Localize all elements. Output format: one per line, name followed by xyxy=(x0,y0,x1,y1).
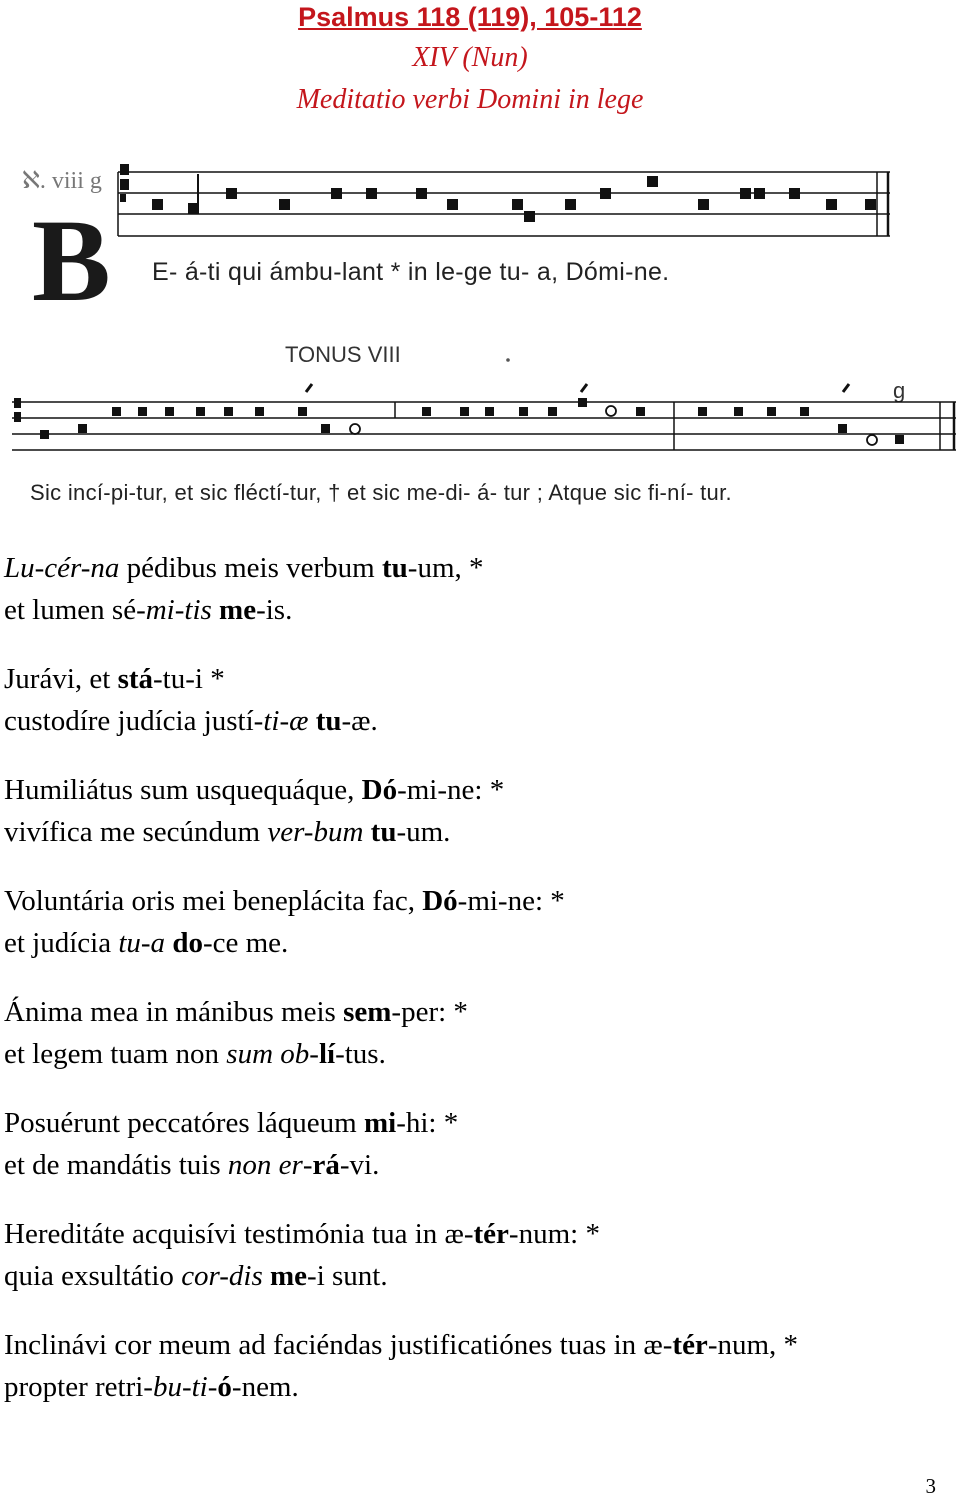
verse-text: quia exsultátio xyxy=(4,1260,182,1292)
verse-line xyxy=(4,922,798,964)
verse-line xyxy=(4,991,798,1033)
verse-text: -per: * xyxy=(391,996,468,1028)
verse-text: -æ. xyxy=(341,705,378,737)
verse-text: Hereditáte acquisívi testimónia tua in æ- xyxy=(4,1218,474,1250)
verse-text: -nem. xyxy=(231,1371,299,1403)
verse-text xyxy=(263,1260,270,1292)
verse-text: -mi-ne: * xyxy=(457,885,565,917)
accent-syllable: tu xyxy=(381,552,408,584)
accent-syllable: tér xyxy=(672,1329,708,1361)
accent-syllable: me xyxy=(219,594,257,626)
verse-text: -tus. xyxy=(335,1038,386,1070)
verse-line xyxy=(4,1255,798,1297)
verse-text: propter retri- xyxy=(4,1371,153,1403)
verse-text: vivífica me secúndum xyxy=(4,816,268,848)
verse-text: et lumen sé- xyxy=(4,594,146,626)
verse-text: -um, * xyxy=(407,552,484,584)
preparatory-syllables: mi-tis xyxy=(145,594,212,626)
accent-syllable: ó xyxy=(217,1371,232,1403)
verse-text: et de mandátis tuis xyxy=(4,1149,228,1181)
psalm-verses xyxy=(4,547,798,1435)
stanza xyxy=(4,880,798,964)
dot-marks xyxy=(506,358,510,362)
preparatory-syllables: ti-æ xyxy=(263,705,309,737)
stanza xyxy=(4,1213,798,1297)
verse-text: -i sunt. xyxy=(307,1260,388,1292)
verse-text: Ánima mea in mánibus meis xyxy=(4,996,344,1028)
stanza xyxy=(4,1102,798,1186)
preparatory-syllables: bu-ti xyxy=(152,1371,208,1403)
verse-text: -num: * xyxy=(508,1218,600,1250)
verse-text: - xyxy=(302,1149,313,1181)
verse-line xyxy=(4,700,798,742)
antiphon-chant xyxy=(0,150,960,326)
psalm-tone xyxy=(0,338,960,518)
neumes xyxy=(40,398,904,445)
accent-syllable: rá xyxy=(312,1149,340,1181)
verse-text: - xyxy=(309,1038,319,1070)
verse-text: -is. xyxy=(256,594,293,626)
verse-text: -vi. xyxy=(339,1149,380,1181)
section-subtitle: XIV (Nun) xyxy=(412,42,528,73)
psalm-title: Psalmus 118 (119), 105-112 xyxy=(298,2,642,32)
verse-text: Jurávi, et xyxy=(4,663,118,695)
preparatory-syllables: sum ob xyxy=(226,1038,310,1070)
accent-syllable: me xyxy=(270,1260,308,1292)
verse-text xyxy=(363,816,370,848)
neumes xyxy=(152,174,876,222)
section-theme: Meditatio verbi Domini in lege xyxy=(296,84,644,115)
verse-line xyxy=(4,1324,798,1366)
accent-syllable: tu xyxy=(315,705,342,737)
tone-label: TONUS VIII xyxy=(285,342,401,367)
verse-text: Humiliátus sum usquequáque, xyxy=(4,774,362,806)
verse-text: -mi-ne: * xyxy=(397,774,505,806)
stanza xyxy=(4,658,798,742)
accent-marks xyxy=(306,384,849,392)
verse-text: et legem tuam non xyxy=(4,1038,227,1070)
accent-syllable: do xyxy=(172,927,203,959)
verse-text: -num, * xyxy=(707,1329,799,1361)
verse-text: -tu-i * xyxy=(153,663,225,695)
preparatory-syllables: non er xyxy=(227,1149,303,1181)
preparatory-syllables: Lu-cér-na xyxy=(4,552,120,584)
mode-label: ℵ. viii g xyxy=(22,168,102,194)
verse-line xyxy=(4,589,798,631)
verse-text xyxy=(308,705,315,737)
verse-text: custodíre judícia justí- xyxy=(4,705,264,737)
preparatory-syllables: cor-dis xyxy=(181,1260,263,1292)
stanza xyxy=(4,1324,798,1408)
verse-line xyxy=(4,1102,798,1144)
verse-line xyxy=(4,658,798,700)
accent-syllable: mi xyxy=(363,1107,397,1139)
clef-icon xyxy=(120,164,129,202)
verse-line xyxy=(4,811,798,853)
verse-line xyxy=(4,1033,798,1075)
verse-line xyxy=(4,769,798,811)
verse-line xyxy=(4,1366,798,1408)
verse-text xyxy=(212,594,219,626)
preparatory-syllables: ver-bum xyxy=(267,816,364,848)
accent-syllable: stá xyxy=(117,663,154,695)
antiphon-lyrics: E- á-ti qui ámbu-lant * in le-ge tu- a, Dómi-ne. xyxy=(152,258,670,286)
stanza xyxy=(4,547,798,631)
drop-cap-initial: B xyxy=(32,195,111,326)
verse-line xyxy=(4,547,798,589)
stanza xyxy=(4,991,798,1075)
verse-text: Voluntária oris mei beneplácita fac, xyxy=(4,885,423,917)
tone-lyrics: Sic incí-pi-tur, et sic fléctí-tur, † et sic me-di- á- tur ; Atque sic fi-ní- tur. xyxy=(30,480,732,505)
accent-syllable: Dó xyxy=(361,774,398,806)
verse-text: -hi: * xyxy=(396,1107,459,1139)
verse-text: et judícia xyxy=(4,927,119,959)
tone-termination: g xyxy=(893,378,906,403)
verse-text: Inclinávi cor meum ad faciéndas justificatiónes tuas in æ- xyxy=(4,1329,673,1361)
preparatory-syllables: tu-a xyxy=(118,927,166,959)
verse-line xyxy=(4,880,798,922)
verse-text: Posuérunt peccatóres láqueum xyxy=(4,1107,364,1139)
verse-text: pédibus meis verbum xyxy=(119,552,382,584)
clef-icon xyxy=(14,398,21,422)
accent-syllable: tér xyxy=(473,1218,509,1250)
page-number: 3 xyxy=(925,1474,936,1498)
verse-line xyxy=(4,1144,798,1186)
accent-syllable: lí xyxy=(318,1038,336,1070)
verse-text: - xyxy=(207,1371,218,1403)
verse-text: -ce me. xyxy=(202,927,289,959)
verse-text: -um. xyxy=(396,816,451,848)
stanza xyxy=(4,769,798,853)
accent-syllable: Dó xyxy=(422,885,458,917)
accent-syllable: tu xyxy=(370,816,397,848)
antiphon-staff xyxy=(0,150,960,326)
verse-line xyxy=(4,1213,798,1255)
accent-syllable: sem xyxy=(343,996,392,1028)
